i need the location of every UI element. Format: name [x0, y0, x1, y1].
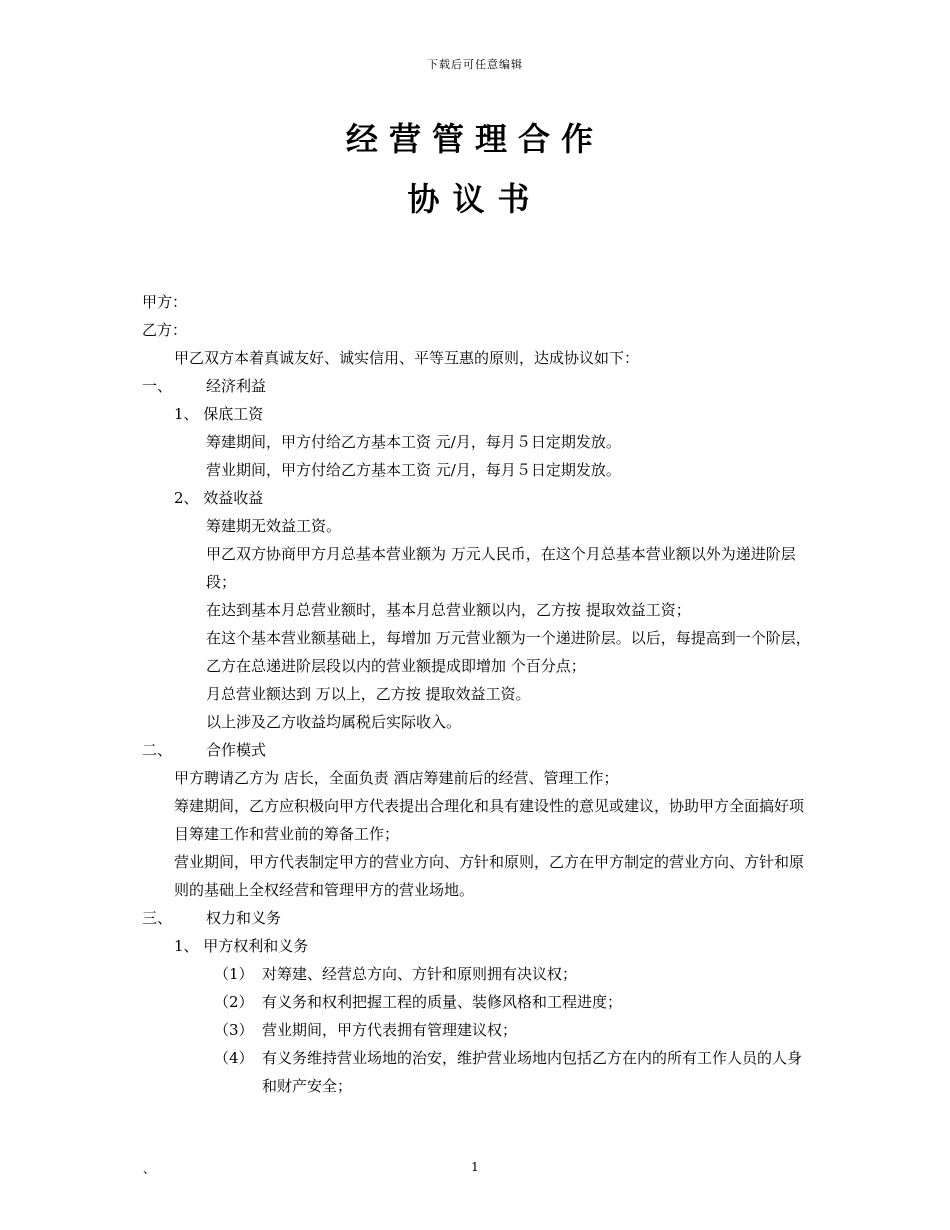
list-item-text: 有义务维持营业场地的治安，维护营业场地内包括乙方在内的所有工作人员的人身和财产安全；: [262, 1049, 803, 1095]
page-header: 下载后可任意编辑: [427, 58, 523, 71]
list-item-number: （3）: [214, 1021, 254, 1039]
party-b: 乙方：: [142, 321, 188, 339]
list-item: [142, 1044, 812, 1100]
list-item: [142, 1016, 812, 1044]
section-2-number: 二、: [142, 741, 173, 759]
sub2-line: 月总营业额达到 万以上，乙方按 提取效益工资。: [206, 685, 531, 703]
section-2-heading: [142, 736, 812, 764]
footer-mark: 、: [143, 1162, 156, 1176]
section-3-sub-1-title: 1、 甲方权利和义务: [174, 937, 309, 955]
sub2-line: 在达到基本月总营业额时，基本月总营业额以内，乙方按 提取效益工资；: [206, 601, 691, 619]
section-2-line: 营业期间，甲方代表制定甲方的营业方向、方针和原则，乙方在甲方制定的营业方向、方针和原则的基础上全权经营和管理甲方的营业场地。: [174, 853, 805, 899]
sub2-line: 以上涉及乙方收益均属税后实际收入。: [206, 713, 462, 731]
section-2-line: 甲方聘请乙方为 店长，全面负责 酒店筹建前后的经营、管理工作；: [174, 769, 619, 787]
list-item-number: （1）: [214, 965, 254, 983]
list-item-number: （2）: [214, 993, 254, 1011]
sub1-line: 筹建期间，甲方付给乙方基本工资 元/月，每月５日定期发放。: [206, 433, 621, 451]
intro: 甲乙双方本着真诚友好、诚实信用、平等互惠的原则，达成协议如下：: [174, 349, 640, 367]
list-item-number: （4）: [214, 1049, 254, 1067]
section-1-number: 一、: [142, 377, 173, 395]
list-item: [142, 960, 812, 988]
document-body: [142, 288, 812, 1100]
sub1-line: 营业期间，甲方付给乙方基本工资 元/月，每月５日定期发放。: [206, 461, 621, 479]
section-2-line: 筹建期间，乙方应积极向甲方代表提出合理化和具有建设性的意见或建议，协助甲方全面搞好项目筹建工作和营业前的筹备工作；: [174, 797, 805, 843]
section-3-title: 权力和义务: [206, 909, 282, 927]
section-2-title: 合作模式: [206, 741, 267, 759]
sub2-line: 甲乙双方协商甲方月总基本营业额为 万元人民币，在这个月总基本营业额以外为递进阶层段；: [206, 545, 796, 591]
party-a: 甲方：: [142, 293, 188, 311]
list-item-text: 对筹建、经营总方向、方针和原则拥有决议权；: [262, 965, 578, 983]
section-1-heading: [142, 372, 812, 400]
list-item-text: 有义务和权利把握工程的质量、装修风格和工程进度；: [262, 993, 623, 1011]
list-item: [142, 988, 812, 1016]
sub2-line: 在这个基本营业额基础上，每增加 万元营业额为一个递进阶层。以后，每提高到一个阶层，乙方在总递进阶层段以内的营业额提成即增加 个百分点；: [206, 629, 811, 675]
section-1-title: 经济利益: [206, 377, 267, 395]
title-line-2: 协议书: [407, 180, 543, 218]
page-number: 1: [471, 1160, 479, 1174]
section-3-number: 三、: [142, 909, 173, 927]
list-item-text: 营业期间，甲方代表拥有管理建议权；: [262, 1021, 518, 1039]
section-3-heading: [142, 904, 812, 932]
section-1-sub-2-title: 2、 效益收益: [174, 489, 264, 507]
title-line-1: 经营管理合作: [345, 120, 604, 158]
section-1-sub-1-title: 1、 保底工资: [174, 405, 264, 423]
sub2-line: 筹建期无效益工资。: [206, 517, 342, 535]
